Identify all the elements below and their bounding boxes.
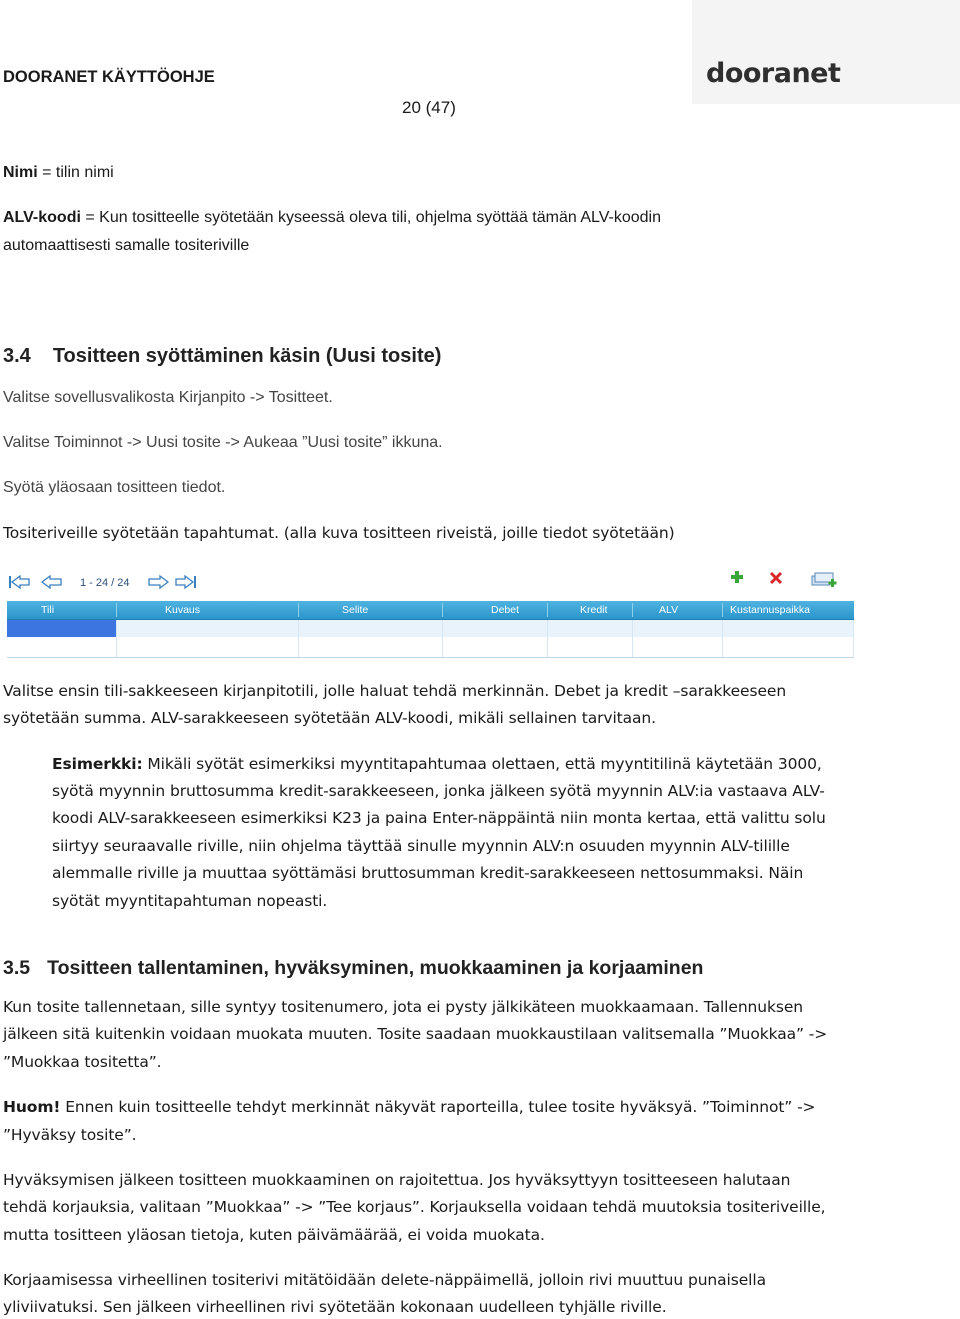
first-page-icon[interactable] (8, 574, 32, 590)
instruction-line: Tositeriveille syötetään tapahtumat. (alla kuva tositteen riveistä, joille tiedot syötetään) (3, 524, 675, 542)
section-number: 3.5 (3, 957, 31, 979)
example-label: Esimerkki: (52, 755, 143, 773)
delete-row-icon[interactable] (769, 571, 783, 585)
cell-separator (547, 620, 548, 657)
column-header-selite[interactable]: Selite (342, 604, 369, 616)
paragraph-line: Kun tosite tallennetaan, sille syntyy tositenumero, jota ei pysty jälkikäteen muokkaamaan. Tallennuksen (3, 998, 804, 1016)
example-text: Mikäli syötät esimerkiksi myyntitapahtumaa olettaen, että myyntitilinä käytetään 3000, (142, 755, 822, 773)
note-label: Huom! (3, 1098, 61, 1116)
cell-separator (722, 620, 723, 657)
paragraph-line: Korjaamisessa virheellinen tositerivi mitätöidään delete-näppäimellä, jolloin rivi muuttuu punaisella (3, 1271, 766, 1289)
cell-separator (632, 620, 633, 657)
tosite-rows-grid[interactable] (7, 601, 854, 657)
cell-separator (442, 620, 443, 657)
column-separator (722, 603, 723, 617)
note-text: Ennen kuin tositteelle tehdyt merkinnät näkyvät raporteilla, tulee tosite hyväksyä. ”Toiminnot” -> (60, 1098, 816, 1116)
example-line: syötä myynnin bruttosumma kredit-sarakkeeseen, jonka jälkeen syötä myynnin ALV:ia vastaava ALV- (52, 782, 825, 800)
grid-header (7, 601, 854, 620)
definition-nimi-text: = tilin nimi (37, 164, 114, 181)
add-multiple-icon[interactable] (810, 570, 840, 588)
example-line: alemmalle riville ja muuttaa syöttämäsi bruttosumman kredit-sarakkeeseen nettosummaksi. Näin (52, 864, 804, 882)
paragraph-line: mutta tositteen yläosan tietoja, kuten päivämäärää, ei voida muokata. (3, 1226, 545, 1244)
column-separator (298, 603, 299, 617)
definition-nimi (3, 164, 114, 182)
definition-alv (3, 209, 661, 227)
column-separator (116, 603, 117, 617)
paragraph-line: jälkeen sitä kuitenkin voidaan muokata muuten. Tosite saadaan muokkaustilaan valitsemalla ”Muokkaa” -> (3, 1025, 828, 1043)
section-title: Tositteen syöttäminen käsin (Uusi tosite) (52, 345, 442, 367)
example-line (52, 755, 822, 773)
column-header-tili[interactable]: Tili (41, 604, 55, 616)
definition-alv-text: = Kun tositteelle syötetään kyseessä oleva tili, ohjelma syöttää tämän ALV-koodin (80, 209, 661, 226)
column-header-debet[interactable]: Debet (491, 604, 520, 616)
example-line: siirtyy seuraavalle riville, niin ohjelma täyttää sinulle myynnin ALV:n osuuden myynnin ALV-tilille (52, 837, 790, 855)
paragraph-line: Valitse ensin tili-sakkeeseen kirjanpitotili, jolle haluat tehdä merkinnän. Debet ja kredit –sarakkeeseen (3, 682, 787, 700)
column-header-kustannuspaikka[interactable]: Kustannuspaikka (730, 604, 810, 616)
next-page-icon[interactable] (146, 574, 170, 590)
paragraph-line: yliviivatuksi. Sen jälkeen virheellinen rivi syötetään kokonaan uudelleen tyhjälle riville. (3, 1298, 667, 1316)
term-alv: ALV-koodi (3, 209, 81, 226)
column-separator (632, 603, 633, 617)
column-header-kredit[interactable]: Kredit (580, 604, 608, 616)
last-page-icon[interactable] (173, 574, 197, 590)
table-row[interactable] (7, 620, 854, 637)
paragraph-line: ”Hyväksy tosite”. (3, 1126, 137, 1144)
logo: dooranet (706, 58, 841, 89)
column-separator (442, 603, 443, 617)
paragraph-line: tehdä korjauksia, valitaan ”Muokkaa” -> ”Tee korjaus”. Korjauksella voidaan tehdä muutoksia tositeriveille, (3, 1198, 826, 1216)
section-heading-3-4 (3, 345, 441, 368)
example-line: syötät myyntitapahtuman nopeasti. (52, 892, 328, 910)
section-heading-3-5 (3, 957, 703, 980)
instruction-line: Syötä yläosaan tositteen tiedot. (3, 479, 226, 496)
table-row[interactable] (7, 637, 854, 658)
page-number: 20 (47) (402, 98, 456, 117)
paragraph-line: syötetään summa. ALV-sarakkeeseen syötetään ALV-koodi, mikäli sellainen tarvitaan. (3, 709, 656, 727)
definition-alv-text-2: automaattisesti samalle tositeriville (3, 237, 250, 254)
instruction-line: Valitse sovellusvalikosta Kirjanpito -> Tositteet. (3, 389, 333, 406)
cell-separator (853, 620, 854, 657)
section-title: Tositteen tallentaminen, hyväksyminen, muokkaaminen ja korjaaminen (47, 957, 704, 979)
add-row-icon[interactable] (730, 570, 744, 584)
cell-separator (298, 620, 299, 657)
paragraph-line: ”Muokkaa tositetta”. (3, 1053, 162, 1071)
column-header-kuvaus[interactable]: Kuvaus (165, 604, 201, 616)
cell-separator (116, 620, 117, 657)
prev-page-icon[interactable] (40, 574, 64, 590)
paragraph-line: Hyväksymisen jälkeen tositteen muokkaaminen on rajoitettua. Jos hyväksyttyyn tositteeseen halutaan (3, 1171, 791, 1189)
paragraph-line (3, 1098, 815, 1116)
column-header-alv[interactable]: ALV (659, 604, 679, 616)
pager-text: 1 - 24 / 24 (80, 577, 130, 589)
term-nimi: Nimi (3, 164, 38, 181)
example-line: koodi ALV-sarakkeeseen esimerkiksi K23 ja paina Enter-näppäintä niin monta kertaa, että valittu solu (52, 809, 826, 827)
column-separator (547, 603, 548, 617)
section-number: 3.4 (3, 345, 31, 367)
document-title: DOORANET KÄYTTÖOHJE (3, 68, 215, 86)
selected-cell-tili[interactable] (7, 620, 116, 637)
instruction-line: Valitse Toiminnot -> Uusi tosite -> Aukeaa ”Uusi tosite” ikkuna. (3, 434, 443, 451)
